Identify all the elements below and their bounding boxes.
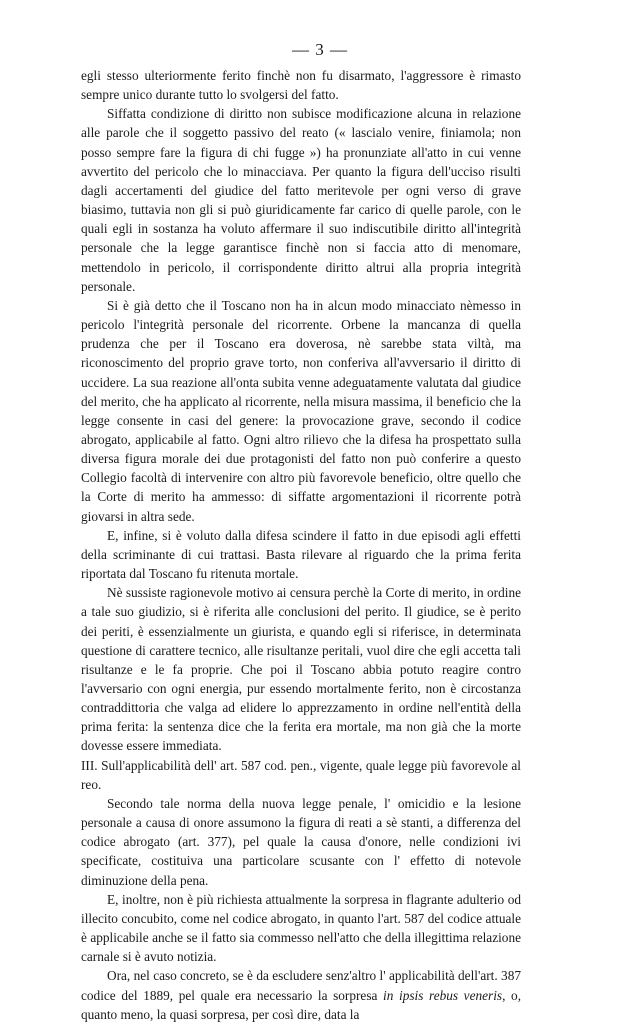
paragraph: Si è già detto che il Toscano non ha in alcun modo minacciato nèmesso in pericolo l'integrità personale del ricorrente. Orbene la mancanza di quella prudenza che per il Toscano era doverosa, nè sarebbe stata viltà, ma riconoscimento del proprio grave torto, non conferiva all'avversario il diritto di uccidere. La sua reazione all'onta subita venne adeguatamente valutata dal giudice del merito, che ha applicato al ricorrente, nella misura massima, il beneficio che la legge consente in casi del genere: la provocazione grave, secondo il codice abrogato, applicabile al fatto. Ogni altro rilievo che la difesa ha prospettato sulla diversa figura morale dei due protagonisti del fatto non può conferire a questo Collegio facoltà di intervenire con altro più favorevole beneficio, oltre quello che la Corte di merito ha ammesso: di siffatte argomentazioni il ricorrente potrà giovarsi in altra sede.	[81, 297, 521, 524]
paragraph: E, infine, si è voluto dalla difesa scindere il fatto in due episodi agli effetti della scriminante di cui trattasi. Basta rilevare al riguardo che la prima ferita riportata dal Toscano fu ritenuta mortale.	[81, 527, 521, 582]
section-heading: III. Sull'applicabilità dell' art. 587 cod. pen., vigente, quale legge più favorevole al reo.	[81, 757, 521, 792]
paragraph-text: Ora, nel caso concreto, se è da escludere senz'altro l' applicabilità dell'art. 387 codice del 1889, pel quale era necessario la sorpresa	[81, 968, 521, 1003]
paragraph: Nè sussiste ragionevole motivo ai censura perchè la Corte di merito, in ordine a tale suo giudizio, si è riferita alle conclusioni del perito. Il giudice, se è perito dei periti, è essenzialmente un giurista, e quando egli si riferisce, in determinata questione di carattere tecnico, alle risultanze peritali, vuol dire che egli accetta tali risultanze e le fa proprie. Che poi il Toscano abbia potuto reagire contro l'avversario con ogni energia, pur essendo mortalmente ferito, non è circostanza contraddittoria che valga ad elidere lo apprezzamento in ordine nell'entità della prima ferita: la sentenza dice che la ferita era mortale, ma non già che la morte dovesse essere immediata.	[81, 585, 521, 754]
paragraph: egli stesso ulteriormente ferito finchè non fu disarmato, l'aggressore è rimasto sempre unico durante tutto lo svolgersi del fatto.	[81, 68, 521, 103]
paragraph-text: , o, quanto meno, la quasi sorpresa, per così dire, data la	[81, 987, 522, 1022]
body-text	[81, 66, 521, 1024]
paragraph	[81, 966, 521, 1023]
italic-latin-phrase: in ipsis rebus veneris	[383, 987, 503, 1003]
paragraph: Siffatta condizione di diritto non subisce modificazione alcuna in relazione alle parole che il soggetto passivo del reato (« lascialo venire, finiamola; non posso sempre fare la figura di chi fugge ») ha pronunziate all'atto in cui venne avvertito del pericolo che lo minacciava. Per quanto la figura dell'ucciso risulti dagli accertamenti del giudice del fatto meritevole per ogni verso di grave biasimo, tuttavia non gli si può giuridicamente far carico di quelle parole, con le quali egli in sostanza ha voluto affermare il suo indiscutibile diritto all'integrità personale che la legge garantisce finchè non si faccia atto di menomare, mettendolo in pericolo, il corrispondente diritto altrui alla propria integrità personale.	[81, 106, 521, 294]
paragraph: E, inoltre, non è più richiesta attualmente la sorpresa in flagrante adulterio od illecito concubito, come nel codice abrogato, in quanto l'art. 587 del codice attuale è applicabile anche se il fatto sia commesso nell'atto che della illegittima relazione carnale si è avuto notizia.	[81, 891, 521, 965]
paragraph: Secondo tale norma della nuova legge penale, l' omicidio e la lesione personale a causa di onore assumono la figura di reati a sè stanti, a differenza del codice abrogato (art. 377), pel quale la causa d'onore, nelle condizioni ivi specificate, costituiva una particolare scusante con l' effetto di notevole diminuzione della pena.	[81, 795, 521, 888]
page-number: — 3 —	[292, 40, 348, 59]
